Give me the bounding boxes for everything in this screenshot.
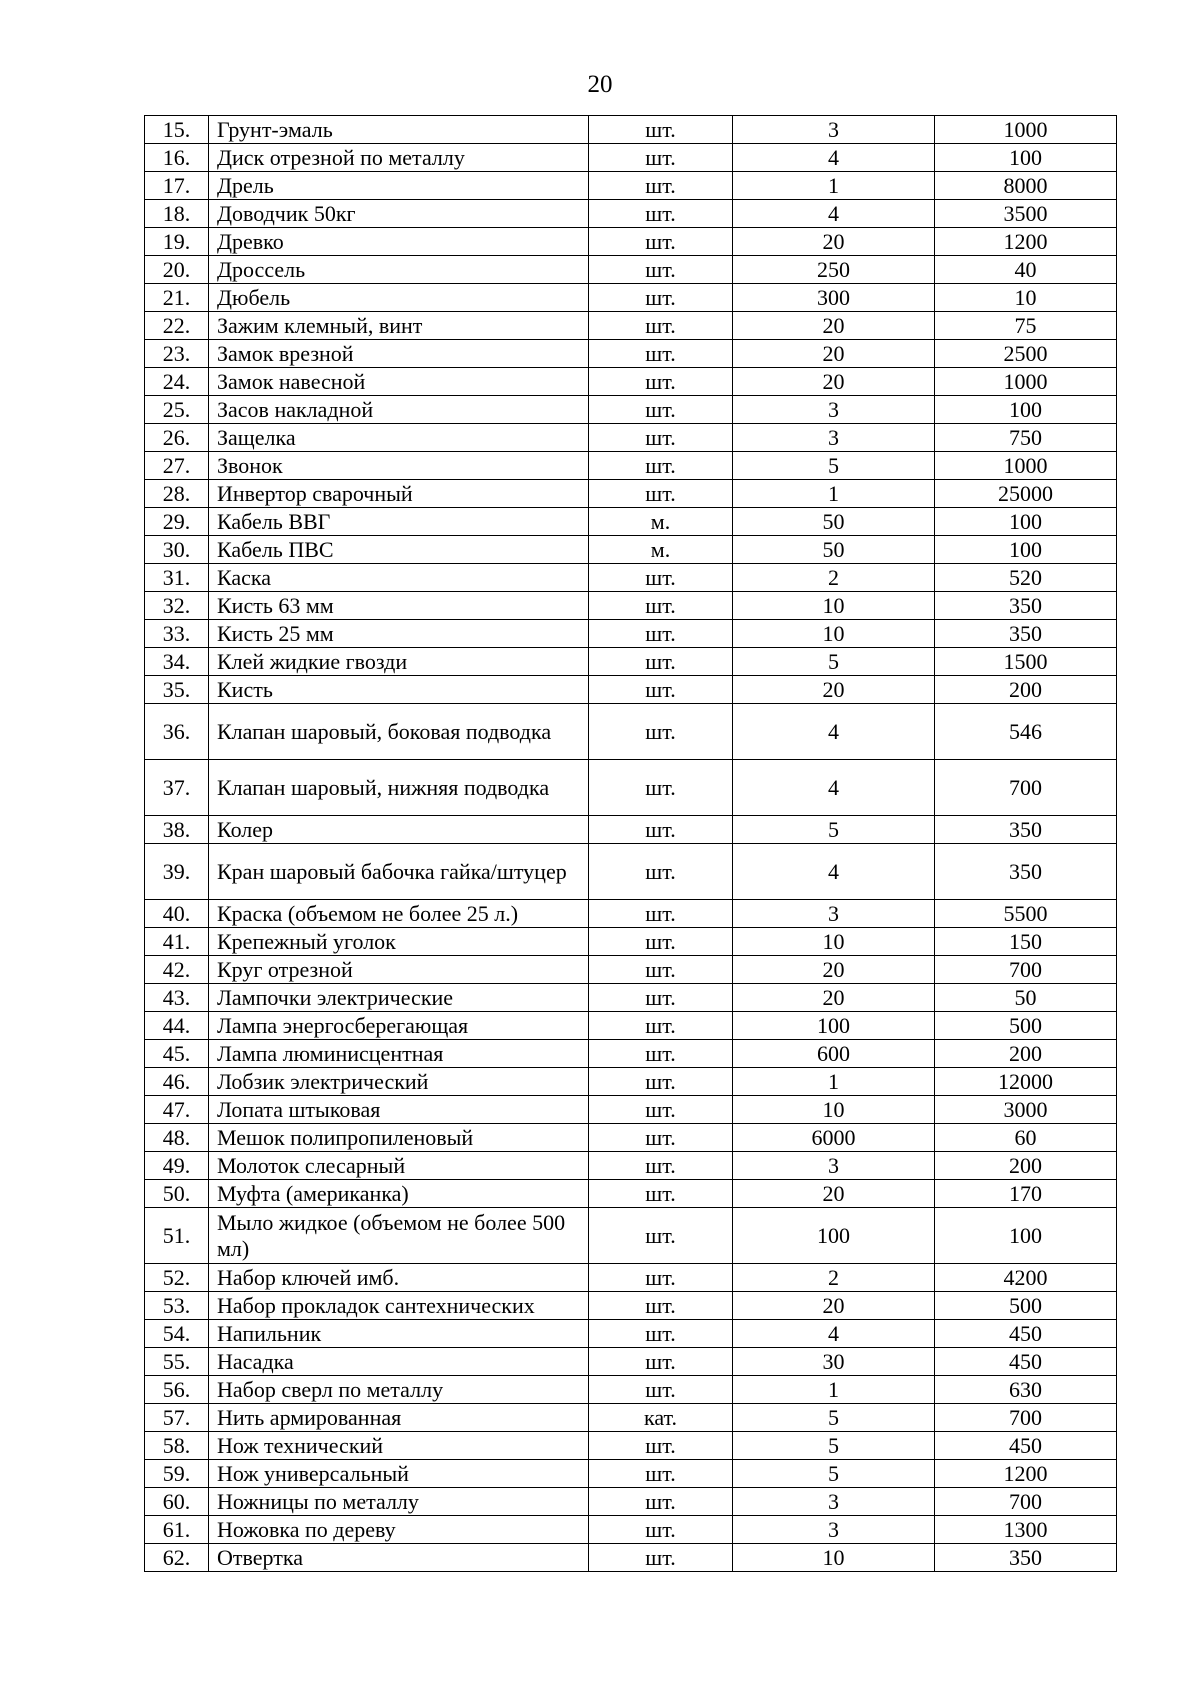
item-unit-cell: шт. xyxy=(589,1376,733,1404)
item-quantity-cell: 4 xyxy=(733,760,935,816)
table-row xyxy=(145,116,1117,144)
item-unit-cell: шт. xyxy=(589,760,733,816)
item-number-cell: 15. xyxy=(145,116,209,144)
table-row xyxy=(145,1544,1117,1572)
item-price-cell: 100 xyxy=(935,536,1117,564)
item-name-cell: Лампа люминисцентная xyxy=(209,1040,589,1068)
item-unit-cell: шт. xyxy=(589,1124,733,1152)
item-unit-cell: шт. xyxy=(589,648,733,676)
item-quantity-cell: 10 xyxy=(733,592,935,620)
item-unit-cell: шт. xyxy=(589,1040,733,1068)
item-price-cell: 450 xyxy=(935,1320,1117,1348)
item-unit-cell: шт. xyxy=(589,844,733,900)
item-unit-cell: шт. xyxy=(589,1460,733,1488)
item-unit-cell: шт. xyxy=(589,1348,733,1376)
item-quantity-cell: 10 xyxy=(733,1096,935,1124)
table-row xyxy=(145,676,1117,704)
table-row xyxy=(145,592,1117,620)
item-quantity-cell: 5 xyxy=(733,1404,935,1432)
item-quantity-cell: 1 xyxy=(733,172,935,200)
item-quantity-cell: 20 xyxy=(733,984,935,1012)
item-name-cell: Насадка xyxy=(209,1348,589,1376)
item-price-cell: 750 xyxy=(935,424,1117,452)
item-price-cell: 1000 xyxy=(935,116,1117,144)
item-quantity-cell: 3 xyxy=(733,1152,935,1180)
item-quantity-cell: 2 xyxy=(733,1264,935,1292)
item-unit-cell: шт. xyxy=(589,592,733,620)
item-unit-cell: м. xyxy=(589,536,733,564)
items-table-body xyxy=(145,116,1117,1572)
item-name-cell: Набор сверл по металлу xyxy=(209,1376,589,1404)
table-row xyxy=(145,1096,1117,1124)
item-name-cell: Напильник xyxy=(209,1320,589,1348)
item-unit-cell: шт. xyxy=(589,676,733,704)
item-number-cell: 41. xyxy=(145,928,209,956)
item-price-cell: 40 xyxy=(935,256,1117,284)
item-number-cell: 44. xyxy=(145,1012,209,1040)
item-unit-cell: шт. xyxy=(589,452,733,480)
item-unit-cell: шт. xyxy=(589,1488,733,1516)
item-unit-cell: шт. xyxy=(589,340,733,368)
item-number-cell: 22. xyxy=(145,312,209,340)
item-quantity-cell: 50 xyxy=(733,536,935,564)
item-price-cell: 700 xyxy=(935,1488,1117,1516)
table-row xyxy=(145,844,1117,900)
item-quantity-cell: 2 xyxy=(733,564,935,592)
item-unit-cell: шт. xyxy=(589,620,733,648)
item-name-cell: Лобзик электрический xyxy=(209,1068,589,1096)
table-row xyxy=(145,1376,1117,1404)
item-name-cell: Ножницы по металлу xyxy=(209,1488,589,1516)
item-unit-cell: шт. xyxy=(589,396,733,424)
item-unit-cell: шт. xyxy=(589,116,733,144)
table-row xyxy=(145,1208,1117,1264)
table-row xyxy=(145,1404,1117,1432)
item-quantity-cell: 3 xyxy=(733,424,935,452)
item-number-cell: 47. xyxy=(145,1096,209,1124)
item-unit-cell: шт. xyxy=(589,1320,733,1348)
item-price-cell: 12000 xyxy=(935,1068,1117,1096)
item-quantity-cell: 100 xyxy=(733,1208,935,1264)
item-price-cell: 170 xyxy=(935,1180,1117,1208)
item-name-cell: Клапан шаровый, нижняя подводка xyxy=(209,760,589,816)
item-unit-cell: шт. xyxy=(589,228,733,256)
item-quantity-cell: 20 xyxy=(733,312,935,340)
table-row xyxy=(145,508,1117,536)
item-name-cell: Клапан шаровый, боковая подводка xyxy=(209,704,589,760)
table-row xyxy=(145,480,1117,508)
item-quantity-cell: 20 xyxy=(733,1180,935,1208)
item-price-cell: 520 xyxy=(935,564,1117,592)
item-unit-cell: шт. xyxy=(589,564,733,592)
item-unit-cell: шт. xyxy=(589,900,733,928)
item-unit-cell: шт. xyxy=(589,1516,733,1544)
item-quantity-cell: 4 xyxy=(733,704,935,760)
item-quantity-cell: 5 xyxy=(733,1432,935,1460)
item-name-cell: Лампа энергосберегающая xyxy=(209,1012,589,1040)
item-number-cell: 58. xyxy=(145,1432,209,1460)
item-unit-cell: шт. xyxy=(589,172,733,200)
item-number-cell: 31. xyxy=(145,564,209,592)
item-name-cell: Нож технический xyxy=(209,1432,589,1460)
item-number-cell: 46. xyxy=(145,1068,209,1096)
item-name-cell: Кран шаровый бабочка гайка/штуцер xyxy=(209,844,589,900)
item-price-cell: 350 xyxy=(935,592,1117,620)
item-number-cell: 49. xyxy=(145,1152,209,1180)
item-price-cell: 546 xyxy=(935,704,1117,760)
item-quantity-cell: 20 xyxy=(733,1292,935,1320)
item-quantity-cell: 50 xyxy=(733,508,935,536)
table-row xyxy=(145,452,1117,480)
item-number-cell: 17. xyxy=(145,172,209,200)
item-number-cell: 40. xyxy=(145,900,209,928)
item-name-cell: Кабель ПВС xyxy=(209,536,589,564)
item-number-cell: 24. xyxy=(145,368,209,396)
item-quantity-cell: 20 xyxy=(733,676,935,704)
item-name-cell: Лампочки электрические xyxy=(209,984,589,1012)
item-price-cell: 350 xyxy=(935,1544,1117,1572)
item-price-cell: 700 xyxy=(935,956,1117,984)
item-quantity-cell: 1 xyxy=(733,1068,935,1096)
table-row xyxy=(145,396,1117,424)
item-number-cell: 30. xyxy=(145,536,209,564)
table-row xyxy=(145,256,1117,284)
table-row xyxy=(145,704,1117,760)
item-quantity-cell: 10 xyxy=(733,1544,935,1572)
item-number-cell: 56. xyxy=(145,1376,209,1404)
item-unit-cell: шт. xyxy=(589,1180,733,1208)
table-row xyxy=(145,1348,1117,1376)
table-row xyxy=(145,760,1117,816)
item-number-cell: 29. xyxy=(145,508,209,536)
item-quantity-cell: 4 xyxy=(733,1320,935,1348)
item-name-cell: Дроссель xyxy=(209,256,589,284)
item-number-cell: 28. xyxy=(145,480,209,508)
item-price-cell: 100 xyxy=(935,144,1117,172)
item-quantity-cell: 3 xyxy=(733,1488,935,1516)
item-name-cell: Муфта (американка) xyxy=(209,1180,589,1208)
item-name-cell: Инвертор сварочный xyxy=(209,480,589,508)
item-unit-cell: шт. xyxy=(589,816,733,844)
item-price-cell: 5500 xyxy=(935,900,1117,928)
table-row xyxy=(145,928,1117,956)
item-name-cell: Ножовка по дереву xyxy=(209,1516,589,1544)
item-unit-cell: шт. xyxy=(589,928,733,956)
item-price-cell: 75 xyxy=(935,312,1117,340)
item-price-cell: 450 xyxy=(935,1432,1117,1460)
item-number-cell: 18. xyxy=(145,200,209,228)
item-name-cell: Набор прокладок сантехнических xyxy=(209,1292,589,1320)
item-name-cell: Дрель xyxy=(209,172,589,200)
item-price-cell: 2500 xyxy=(935,340,1117,368)
item-unit-cell: шт. xyxy=(589,200,733,228)
table-row xyxy=(145,1152,1117,1180)
item-unit-cell: шт. xyxy=(589,1208,733,1264)
item-quantity-cell: 5 xyxy=(733,648,935,676)
item-quantity-cell: 4 xyxy=(733,144,935,172)
item-price-cell: 3500 xyxy=(935,200,1117,228)
item-price-cell: 350 xyxy=(935,844,1117,900)
item-price-cell: 50 xyxy=(935,984,1117,1012)
item-price-cell: 350 xyxy=(935,620,1117,648)
item-quantity-cell: 30 xyxy=(733,1348,935,1376)
table-row xyxy=(145,1012,1117,1040)
item-name-cell: Защелка xyxy=(209,424,589,452)
item-name-cell: Кисть xyxy=(209,676,589,704)
item-unit-cell: м. xyxy=(589,508,733,536)
item-number-cell: 57. xyxy=(145,1404,209,1432)
item-name-cell: Зажим клемный, винт xyxy=(209,312,589,340)
item-name-cell: Звонок xyxy=(209,452,589,480)
item-unit-cell: шт. xyxy=(589,284,733,312)
item-name-cell: Нить армированная xyxy=(209,1404,589,1432)
item-price-cell: 1000 xyxy=(935,368,1117,396)
item-number-cell: 32. xyxy=(145,592,209,620)
item-unit-cell: шт. xyxy=(589,1432,733,1460)
item-number-cell: 45. xyxy=(145,1040,209,1068)
item-quantity-cell: 20 xyxy=(733,340,935,368)
table-row xyxy=(145,284,1117,312)
table-row xyxy=(145,200,1117,228)
item-price-cell: 450 xyxy=(935,1348,1117,1376)
table-row xyxy=(145,648,1117,676)
item-number-cell: 59. xyxy=(145,1460,209,1488)
item-unit-cell: шт. xyxy=(589,480,733,508)
table-row xyxy=(145,144,1117,172)
item-price-cell: 1500 xyxy=(935,648,1117,676)
item-unit-cell: шт. xyxy=(589,144,733,172)
item-quantity-cell: 20 xyxy=(733,228,935,256)
table-row xyxy=(145,1040,1117,1068)
item-number-cell: 27. xyxy=(145,452,209,480)
table-row xyxy=(145,312,1117,340)
table-row xyxy=(145,1320,1117,1348)
item-name-cell: Молоток слесарный xyxy=(209,1152,589,1180)
table-row xyxy=(145,1180,1117,1208)
item-number-cell: 16. xyxy=(145,144,209,172)
item-unit-cell: шт. xyxy=(589,1068,733,1096)
item-unit-cell: шт. xyxy=(589,984,733,1012)
table-row xyxy=(145,172,1117,200)
item-number-cell: 26. xyxy=(145,424,209,452)
item-name-cell: Засов накладной xyxy=(209,396,589,424)
item-number-cell: 23. xyxy=(145,340,209,368)
item-unit-cell: шт. xyxy=(589,1152,733,1180)
item-price-cell: 500 xyxy=(935,1292,1117,1320)
item-number-cell: 20. xyxy=(145,256,209,284)
item-price-cell: 4200 xyxy=(935,1264,1117,1292)
table-row xyxy=(145,1432,1117,1460)
item-price-cell: 25000 xyxy=(935,480,1117,508)
item-quantity-cell: 1 xyxy=(733,1376,935,1404)
item-number-cell: 35. xyxy=(145,676,209,704)
item-unit-cell: шт. xyxy=(589,1096,733,1124)
item-unit-cell: кат. xyxy=(589,1404,733,1432)
item-number-cell: 54. xyxy=(145,1320,209,1348)
item-quantity-cell: 600 xyxy=(733,1040,935,1068)
item-unit-cell: шт. xyxy=(589,424,733,452)
item-quantity-cell: 5 xyxy=(733,1460,935,1488)
item-name-cell: Набор ключей имб. xyxy=(209,1264,589,1292)
item-number-cell: 60. xyxy=(145,1488,209,1516)
table-row xyxy=(145,536,1117,564)
item-quantity-cell: 3 xyxy=(733,116,935,144)
item-price-cell: 100 xyxy=(935,1208,1117,1264)
table-row xyxy=(145,340,1117,368)
item-price-cell: 1000 xyxy=(935,452,1117,480)
item-unit-cell: шт. xyxy=(589,312,733,340)
table-row xyxy=(145,1516,1117,1544)
item-price-cell: 500 xyxy=(935,1012,1117,1040)
item-quantity-cell: 5 xyxy=(733,452,935,480)
item-quantity-cell: 20 xyxy=(733,368,935,396)
table-row xyxy=(145,1124,1117,1152)
table-row xyxy=(145,900,1117,928)
item-name-cell: Диск отрезной по металлу xyxy=(209,144,589,172)
item-number-cell: 37. xyxy=(145,760,209,816)
item-name-cell: Каска xyxy=(209,564,589,592)
table-row xyxy=(145,228,1117,256)
item-price-cell: 700 xyxy=(935,1404,1117,1432)
item-quantity-cell: 10 xyxy=(733,928,935,956)
item-name-cell: Кабель ВВГ xyxy=(209,508,589,536)
item-name-cell: Дюбель xyxy=(209,284,589,312)
item-quantity-cell: 6000 xyxy=(733,1124,935,1152)
item-quantity-cell: 20 xyxy=(733,956,935,984)
item-name-cell: Нож универсальный xyxy=(209,1460,589,1488)
item-price-cell: 60 xyxy=(935,1124,1117,1152)
item-price-cell: 150 xyxy=(935,928,1117,956)
item-number-cell: 43. xyxy=(145,984,209,1012)
item-name-cell: Круг отрезной xyxy=(209,956,589,984)
item-name-cell: Мыло жидкое (объемом не более 500 мл) xyxy=(209,1208,589,1264)
item-price-cell: 1200 xyxy=(935,1460,1117,1488)
item-price-cell: 350 xyxy=(935,816,1117,844)
item-number-cell: 42. xyxy=(145,956,209,984)
item-quantity-cell: 250 xyxy=(733,256,935,284)
item-unit-cell: шт. xyxy=(589,1012,733,1040)
table-row xyxy=(145,1460,1117,1488)
item-quantity-cell: 3 xyxy=(733,396,935,424)
item-name-cell: Клей жидкие гвозди xyxy=(209,648,589,676)
table-row xyxy=(145,564,1117,592)
item-unit-cell: шт. xyxy=(589,704,733,760)
table-row xyxy=(145,1488,1117,1516)
item-price-cell: 100 xyxy=(935,396,1117,424)
item-number-cell: 36. xyxy=(145,704,209,760)
table-row xyxy=(145,1292,1117,1320)
item-number-cell: 50. xyxy=(145,1180,209,1208)
item-name-cell: Мешок полипропиленовый xyxy=(209,1124,589,1152)
item-name-cell: Кисть 63 мм xyxy=(209,592,589,620)
items-table xyxy=(144,115,1117,1572)
table-row xyxy=(145,816,1117,844)
item-price-cell: 700 xyxy=(935,760,1117,816)
item-number-cell: 25. xyxy=(145,396,209,424)
item-price-cell: 200 xyxy=(935,1040,1117,1068)
item-price-cell: 10 xyxy=(935,284,1117,312)
item-unit-cell: шт. xyxy=(589,368,733,396)
item-name-cell: Замок врезной xyxy=(209,340,589,368)
table-row xyxy=(145,424,1117,452)
item-unit-cell: шт. xyxy=(589,1264,733,1292)
item-number-cell: 48. xyxy=(145,1124,209,1152)
item-unit-cell: шт. xyxy=(589,956,733,984)
item-name-cell: Древко xyxy=(209,228,589,256)
item-quantity-cell: 100 xyxy=(733,1012,935,1040)
item-name-cell: Кисть 25 мм xyxy=(209,620,589,648)
item-quantity-cell: 10 xyxy=(733,620,935,648)
item-number-cell: 33. xyxy=(145,620,209,648)
item-unit-cell: шт. xyxy=(589,1292,733,1320)
item-number-cell: 34. xyxy=(145,648,209,676)
item-number-cell: 51. xyxy=(145,1208,209,1264)
item-number-cell: 62. xyxy=(145,1544,209,1572)
item-name-cell: Колер xyxy=(209,816,589,844)
item-price-cell: 630 xyxy=(935,1376,1117,1404)
item-name-cell: Доводчик 50кг xyxy=(209,200,589,228)
item-number-cell: 39. xyxy=(145,844,209,900)
table-row xyxy=(145,1068,1117,1096)
table-row xyxy=(145,984,1117,1012)
table-row xyxy=(145,956,1117,984)
item-price-cell: 100 xyxy=(935,508,1117,536)
item-name-cell: Крепежный уголок xyxy=(209,928,589,956)
table-row xyxy=(145,368,1117,396)
item-quantity-cell: 5 xyxy=(733,816,935,844)
item-price-cell: 3000 xyxy=(935,1096,1117,1124)
item-quantity-cell: 4 xyxy=(733,200,935,228)
item-quantity-cell: 3 xyxy=(733,1516,935,1544)
item-name-cell: Отвертка xyxy=(209,1544,589,1572)
item-name-cell: Краска (объемом не более 25 л.) xyxy=(209,900,589,928)
item-number-cell: 19. xyxy=(145,228,209,256)
page-number: 20 xyxy=(587,71,613,98)
item-number-cell: 53. xyxy=(145,1292,209,1320)
item-number-cell: 52. xyxy=(145,1264,209,1292)
item-price-cell: 8000 xyxy=(935,172,1117,200)
item-number-cell: 38. xyxy=(145,816,209,844)
item-number-cell: 55. xyxy=(145,1348,209,1376)
item-price-cell: 200 xyxy=(935,1152,1117,1180)
item-quantity-cell: 4 xyxy=(733,844,935,900)
table-row xyxy=(145,1264,1117,1292)
item-price-cell: 200 xyxy=(935,676,1117,704)
table-row xyxy=(145,620,1117,648)
item-name-cell: Лопата штыковая xyxy=(209,1096,589,1124)
item-quantity-cell: 300 xyxy=(733,284,935,312)
item-number-cell: 61. xyxy=(145,1516,209,1544)
item-quantity-cell: 1 xyxy=(733,480,935,508)
item-name-cell: Замок навесной xyxy=(209,368,589,396)
item-name-cell: Грунт-эмаль xyxy=(209,116,589,144)
item-quantity-cell: 3 xyxy=(733,900,935,928)
item-price-cell: 1300 xyxy=(935,1516,1117,1544)
item-unit-cell: шт. xyxy=(589,1544,733,1572)
item-price-cell: 1200 xyxy=(935,228,1117,256)
item-unit-cell: шт. xyxy=(589,256,733,284)
item-number-cell: 21. xyxy=(145,284,209,312)
